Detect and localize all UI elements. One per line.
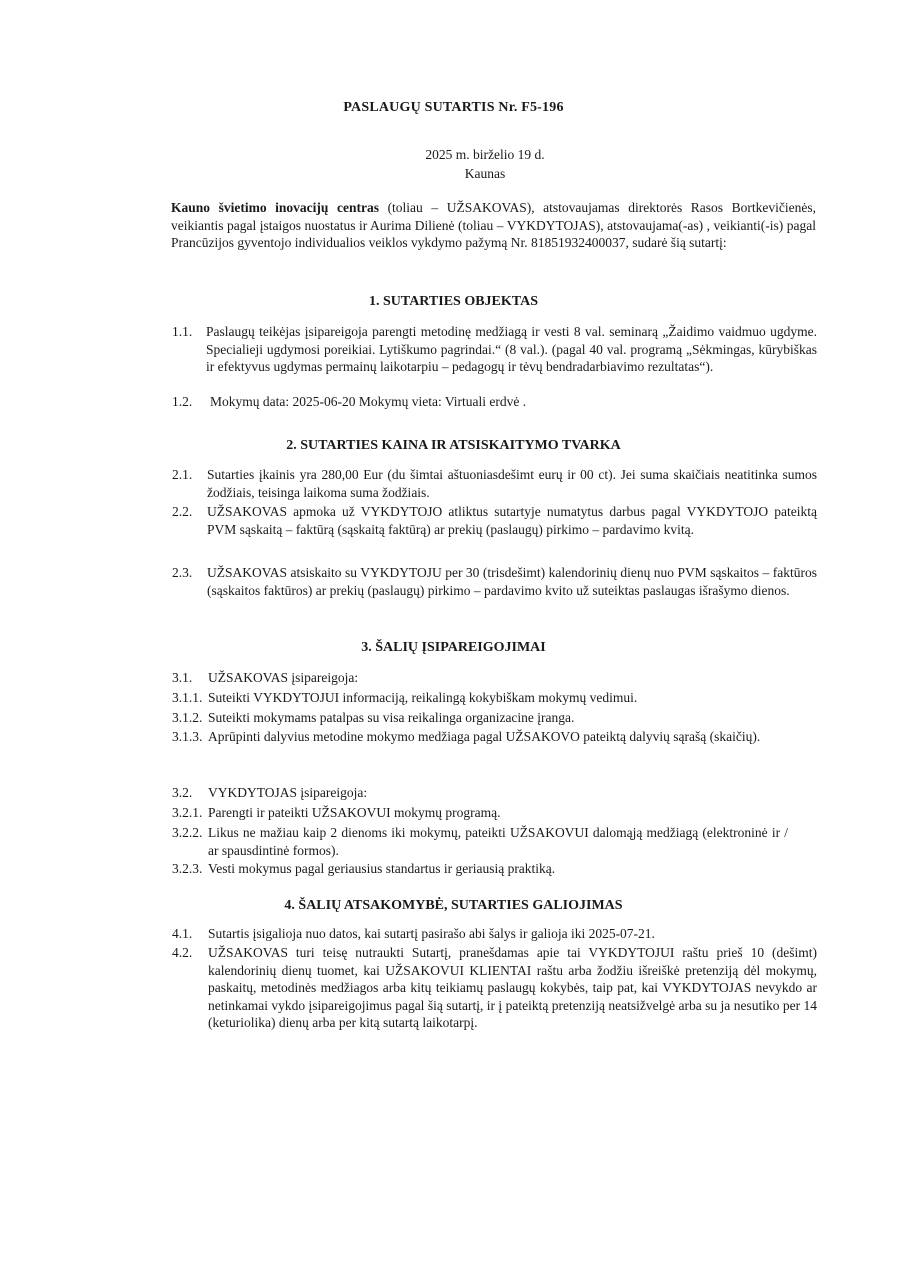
clause-number: 3.1.1. <box>172 690 203 705</box>
clause-text: VYKDYTOJAS įsipareigoja: <box>208 785 368 800</box>
clause-text: Mokymų data: 2025-06-20 Mokymų vieta: Virtuali erdvė . <box>210 394 527 409</box>
clause-text: UŽSAKOVAS apmoka už VYKDYTOJO atliktus sutartyje numatytus darbus pagal VYKDYTOJO pateiktą PVM sąskaitą – faktūrą (sąskaitą faktūrą) ar prekių (paslaugų) pirkimo – pardavimo kvitą. <box>207 504 817 537</box>
section-1-heading: 1. SUTARTIES OBJEKTAS <box>369 294 538 309</box>
clause-number: 2.1. <box>172 467 193 482</box>
intro-text: (toliau – UŽSAKOVAS), atstovaujamas direktorės Rasos Bortkevičienės, veikiantis pagal įstaigos nuostatus ir Aurima Dilienė (toliau – VYKDYTOJAS), atstovaujama(-as) , veikianti(-is) pagal Prancūzijos gyventojo individualios veiklos vykdymo pažymą Nr. 81851932400037, sudarė šią sutartį: <box>171 200 816 250</box>
clause-text: Parengti ir pateikti UŽSAKOVUI mokymų programą. <box>208 805 501 820</box>
clause-text: Sutarties įkainis yra 280,00 Eur (du šimtai aštuoniasdešimt eurų ir 00 ct). Jei suma skaičiais neatitinka sumos žodžiais, teisinga laikoma suma žodžiais. <box>207 467 817 500</box>
clause-number: 3.2.1. <box>172 805 203 820</box>
clause-text: UŽSAKOVAS įsipareigoja: <box>208 670 359 685</box>
clause-text: Aprūpinti dalyvius metodine mokymo medžiaga pagal UŽSAKOVO pateiktą dalyvių sąrašą (skaičių). <box>208 729 761 744</box>
section-2-heading: 2. SUTARTIES KAINA IR ATSISKAITYMO TVARKA <box>286 438 621 453</box>
clause-number: 3.2. <box>172 785 193 800</box>
section-4-heading: 4. ŠALIŲ ATSAKOMYBĖ, SUTARTIES GALIOJIMAS <box>284 898 623 913</box>
clause-number: 1.2. <box>172 394 193 409</box>
clause-text: Sutartis įsigalioja nuo datos, kai sutartį pasirašo abi šalys ir galioja iki 2025-07-21. <box>208 926 655 941</box>
clause-number: 2.3. <box>172 565 193 580</box>
intro-party-name: Kauno švietimo inovacijų centras <box>171 200 379 215</box>
clause-number: 3.1. <box>172 670 193 685</box>
clause-text: Suteikti VYKDYTOJUI informaciją, reikalingą kokybiškam mokymų vedimui. <box>208 690 638 705</box>
clause-text: Likus ne mažiau kaip 2 dienoms iki mokymų, pateikti UŽSAKOVUI dalomąją medžiagą (elektroninė ir / ar spausdintinė formos). <box>208 825 788 858</box>
clause-number: 2.2. <box>172 504 193 519</box>
intro-paragraph <box>171 199 816 252</box>
clause-number: 4.2. <box>172 945 193 960</box>
clause-number: 3.1.2. <box>172 710 203 725</box>
clause-text: UŽSAKOVAS atsiskaito su VYKDYTOJU per 30 (trisdešimt) kalendorinių dienų nuo PVM sąskaitos – faktūros (sąskaitos faktūros) ar prekių (paslaugų) pirkimo – pardavimo kvito už suteiktas paslaugas išrašymo dienos. <box>207 565 817 598</box>
clause-text: Suteikti mokymams patalpas su visa reikalinga organizacine įranga. <box>208 710 575 725</box>
document-date: 2025 m. birželio 19 d. <box>425 147 545 162</box>
clause-text: Paslaugų teikėjas įsipareigoja parengti metodinę medžiagą ir vesti 8 val. seminarą „Žaidimo vaidmuo ugdyme. Specialieji ugdymosi poreikiai. Lytiškumo pagrindai.“ (8 val.). (pagal 40 val. programą „Sėkmingas, kūrybiškas ir efektyvus ugdymas permainų laikotarpiu – pedagogų ir tėvų bendradarbiavimo rezultatas“). <box>206 324 817 374</box>
clause-number: 4.1. <box>172 926 193 941</box>
section-3-heading: 3. ŠALIŲ ĮSIPAREIGOJIMAI <box>361 640 546 655</box>
clause-number: 3.2.2. <box>172 825 203 840</box>
document-city: Kaunas <box>464 166 506 181</box>
document-title: PASLAUGŲ SUTARTIS Nr. F5-196 <box>343 100 564 115</box>
clause-number: 3.1.3. <box>172 729 203 744</box>
clause-text: Vesti mokymus pagal geriausius standartus ir geriausią praktiką. <box>208 861 556 876</box>
clause-text: UŽSAKOVAS turi teisę nutraukti Sutartį, pranešdamas apie tai VYKDYTOJUI raštu prieš 10 (dešimt) kalendorinių dienų tuomet, kai UŽSAKOVUI KLIENTAI raštu arba žodžiu išreiškė pretenziją dėl mokymų, paskaitų, metodinės medžiagos arba kitų teikiamų paslaugų kokybės, taip pat, kai VYKDYTOJAS nevykdo ar netinkamai vykdo įsipareigojimus pagal šią sutartį, ir į pateiktą pretenziją neatsižvelgė arba su ja nesutiko per 14 (keturiolika) dienų arba per kitą sutartą laikotarpį. <box>208 945 817 1030</box>
clause-number: 1.1. <box>172 324 193 339</box>
clause-number: 3.2.3. <box>172 861 203 876</box>
